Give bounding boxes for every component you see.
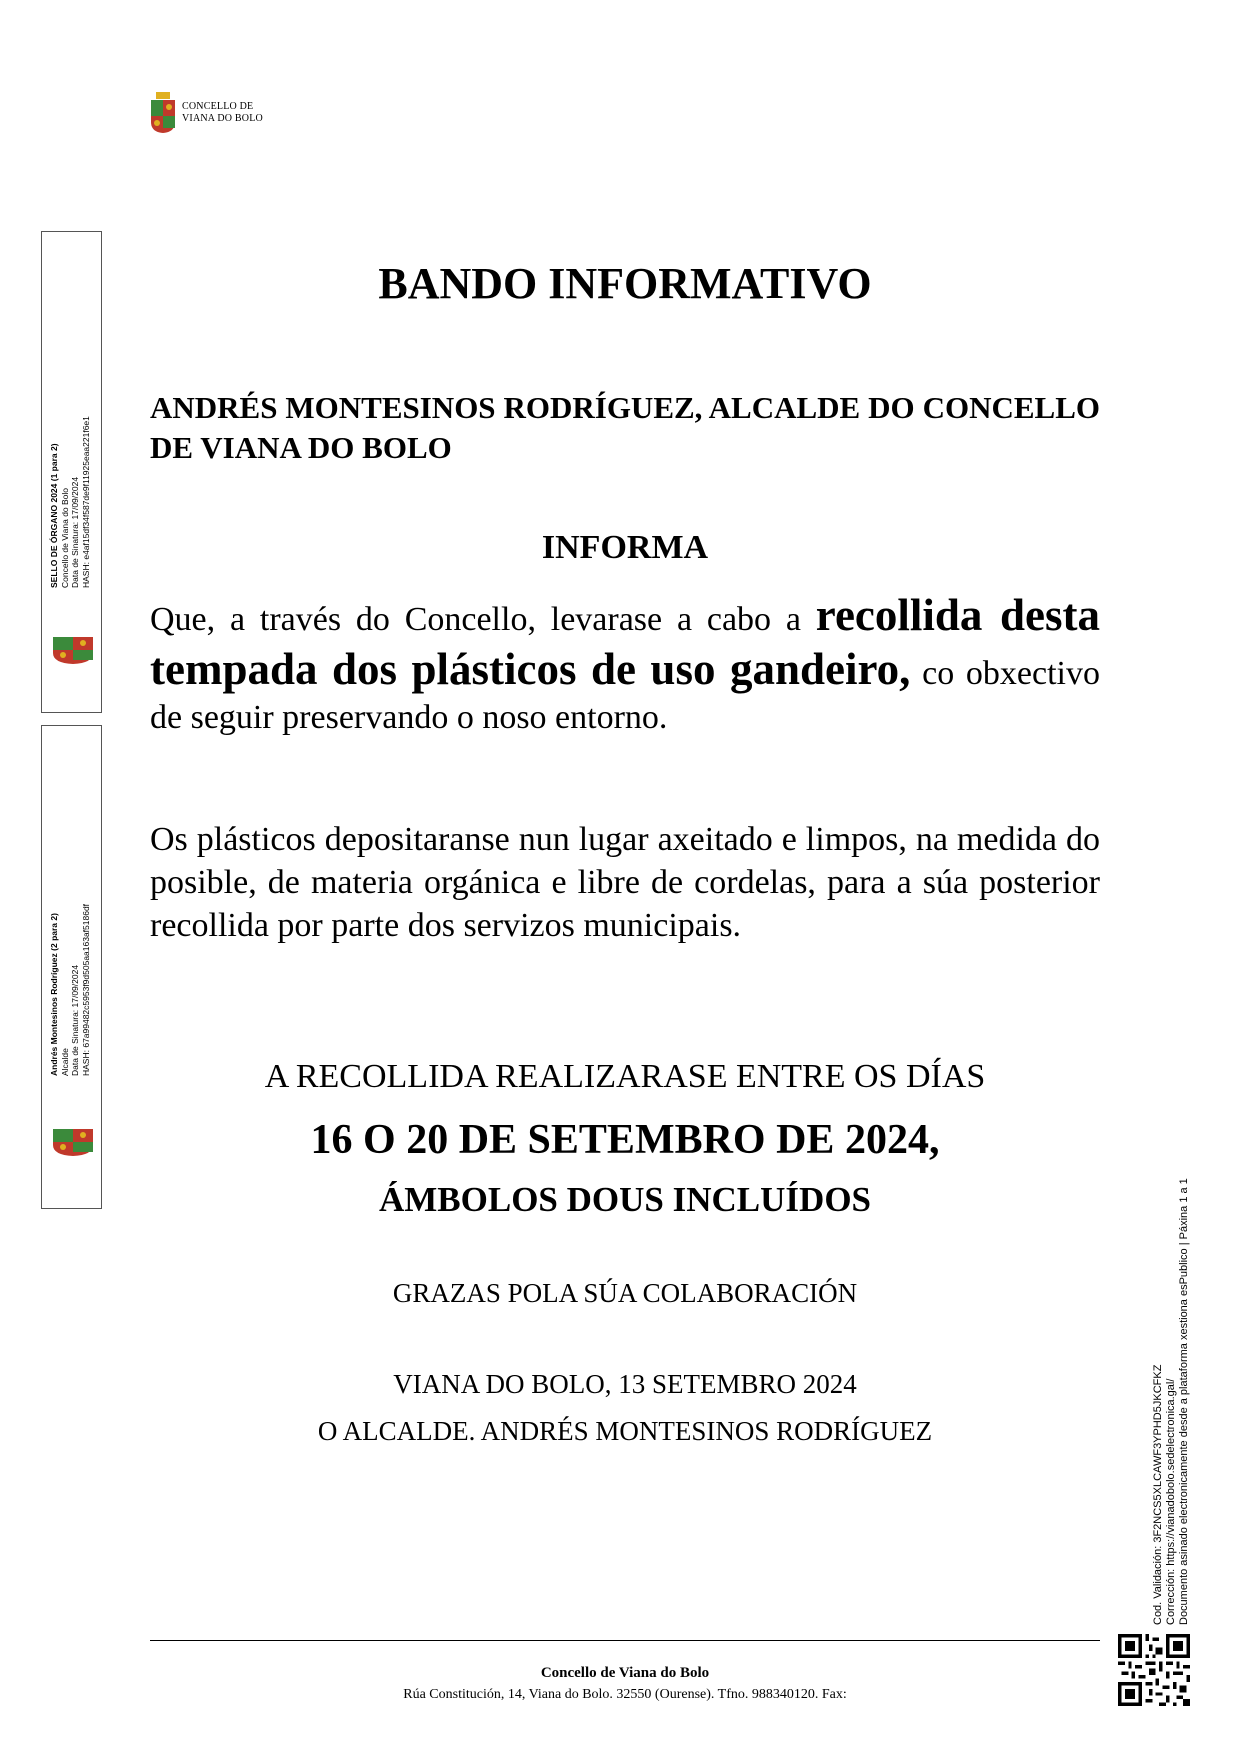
issuer-heading: ANDRÉS MONTESINOS RODRÍGUEZ, ALCALDE DO CONCELLO DE VIANA DO BOLO <box>150 390 1100 465</box>
header-logo <box>150 92 263 134</box>
paragraph-1 <box>150 588 1100 740</box>
validation-code: Cod. Validación: 3F2NCS5XLCAWF3YPHD5JKCFKZ <box>1152 1364 1164 1625</box>
signature-stamp-mayor <box>41 725 102 1209</box>
document-title: BANDO INFORMATIVO <box>378 259 872 308</box>
thanks-text: GRAZAS POLA SÚA COLABORACIÓN <box>392 1278 858 1308</box>
footer-address: Rúa Constitución, 14, Viana do Bolo. 32550 (Ourense). Tfno. 988340120. Fax: <box>403 1687 847 1702</box>
para1-end: co obxectivo de seguir preservando o noso entorno. <box>150 655 1100 736</box>
paragraph-2: Os plásticos depositaranse nun lugar axeitado e limpos, na medida do posible, de materia orgánica e libre de cordelas, para a súa posterior recollida por parte dos servizos municipais. <box>150 821 1100 944</box>
mayor-crest-icon <box>49 1125 97 1157</box>
collection-dates: 16 O 20 DE SETEMBRO DE 2024, <box>310 1117 940 1163</box>
qr-code-icon <box>1118 1634 1190 1706</box>
footer-org: Concello de Viana do Bolo <box>540 1665 710 1681</box>
seal-crest-icon <box>49 633 97 665</box>
validation-text <box>1152 1105 1191 1625</box>
coat-of-arms-icon <box>150 92 176 134</box>
signed-by: O ALCALDE. ANDRÉS MONTESINOS RODRÍGUEZ <box>317 1416 933 1446</box>
mayor-signature-text <box>49 716 91 1076</box>
mayor-sig-line-4: HASH: 67a99482c5953f9d505aa163af5186df <box>80 903 91 1076</box>
seal-text <box>49 228 91 588</box>
mayor-sig-line-3: Data de Sinatura: 17/09/2024 <box>70 964 80 1076</box>
seal-line-4: HASH: e4af15df34f587de9f11925eaa221f6e1 <box>80 416 91 588</box>
signature-stamp-seal <box>41 231 102 713</box>
place-date: VIANA DO BOLO, 13 SETEMBRO 2024 <box>393 1369 857 1399</box>
validation-url[interactable]: Corrección: https://vianadobolo.sedelectronica.gal/ <box>1165 1378 1177 1625</box>
para1-emphasis: recollida desta tempada dos plásticos de uso gandeiro, <box>150 590 1100 694</box>
footer-divider <box>150 1640 1100 1641</box>
logo-line-2: VIANA DO BOLO <box>182 113 263 124</box>
collection-intro: A RECOLLIDA REALIZARASE ENTRE OS DÍAS <box>264 1058 986 1095</box>
logo-line-1: CONCELLO DE <box>182 101 254 112</box>
seal-line-2: Concello de Viana do Bolo <box>59 487 70 588</box>
validation-note: Documento asinado electronicamente desde a plataforma xestiona esPublico | Páxina 1 a 1 <box>1178 1178 1190 1625</box>
collection-note: ÁMBOLOS DOUS INCLUÍDOS <box>378 1180 872 1219</box>
para1-start: Que, a través do Concello, levarase a cabo a <box>150 601 816 638</box>
seal-line-3: Data de Sinatura: 17/09/2024 <box>70 476 80 588</box>
mayor-sig-line-2: Alcalde <box>59 1048 70 1076</box>
mayor-sig-line-1: Andrés Montesinos Rodríguez (2 para 2) <box>49 913 59 1076</box>
informa-heading: INFORMA <box>541 529 709 566</box>
seal-line-1: SELLO DE ÓRGANO 2024 (1 para 2) <box>49 443 59 588</box>
